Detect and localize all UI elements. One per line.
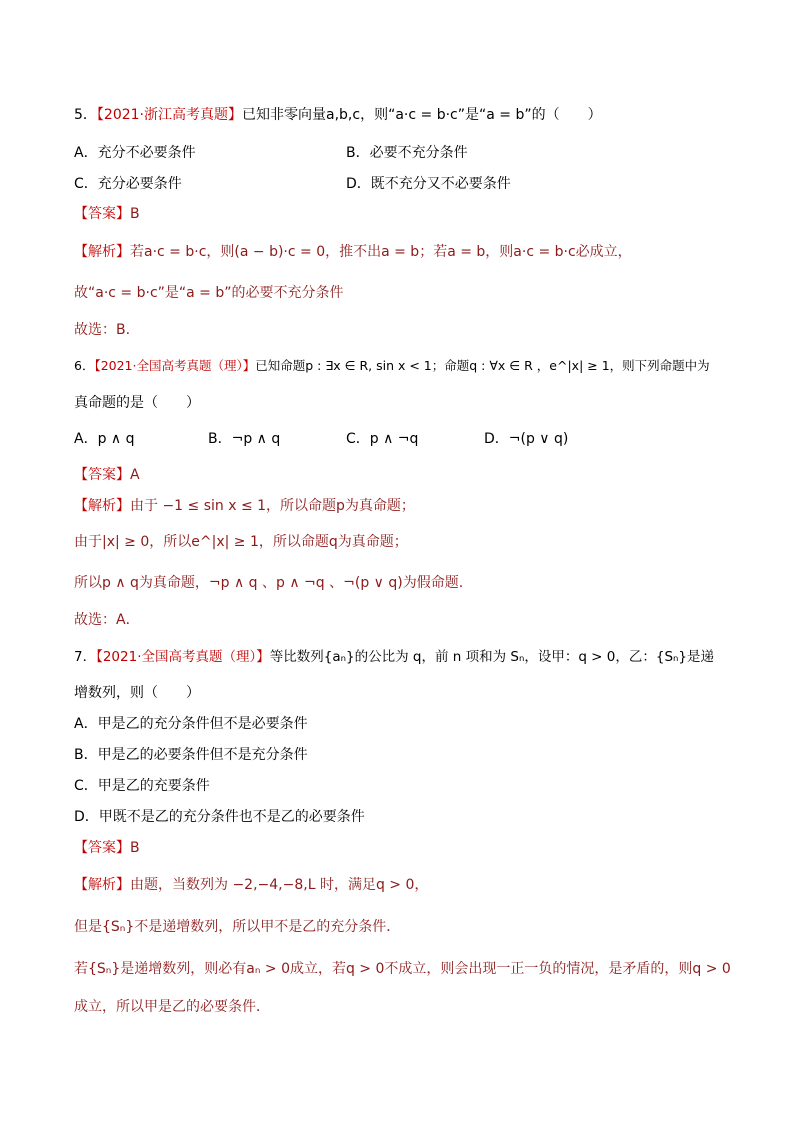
answer-line: [74, 205, 140, 223]
question-6-stem-line-1: [74, 357, 710, 375]
question-number: 6．: [74, 358, 95, 373]
choice-line: 故选：B.: [74, 322, 131, 338]
analysis-line-1: [74, 243, 632, 261]
analysis-text: 由于 −1 ≤ sin x ≤ 1，所以命题p为真命题；: [130, 498, 415, 514]
question-text: 已知命题p : ∃x ∈ R, sin x < 1；命题q : ∀x ∈ R ，e^|x| ≥ 1，则下列命题中为: [255, 358, 710, 373]
answer-label: 【答案】: [74, 840, 130, 856]
analysis-line-4: 成立，所以甲是乙的必要条件．: [74, 999, 270, 1015]
question-5-stem: [74, 106, 602, 124]
question-source: 【2021·全国高考真题（理）】: [96, 649, 270, 665]
analysis-line-1: [74, 497, 415, 515]
analysis-line-2: 但是{Sₙ}不是递增数列，所以甲不是乙的充分条件．: [74, 919, 401, 935]
option-a: A．甲是乙的充分条件但不是必要条件: [74, 716, 308, 732]
option-a: A．充分不必要条件: [74, 145, 196, 161]
option-c: C．充分必要条件: [74, 176, 182, 192]
answer-value: A: [130, 467, 140, 483]
analysis-line-3: 所以p ∧ q为真命题，¬p ∧ q 、p ∧ ¬q 、¬(p ∨ q)为假命题.: [74, 575, 464, 591]
answer-label: 【答案】: [74, 206, 130, 222]
option-d: D．¬(p ∨ q): [484, 431, 569, 447]
answer-line: [74, 839, 140, 857]
analysis-text: 由题，当数列为 −2,−4,−8,L 时，满足q > 0，: [130, 877, 429, 893]
option-c: C．甲是乙的充要条件: [74, 778, 210, 794]
option-d: D．甲既不是乙的充分条件也不是乙的必要条件: [74, 809, 365, 825]
question-number: 5．: [74, 107, 97, 123]
option-b: B．¬p ∧ q: [208, 431, 281, 447]
option-c: C．p ∧ ¬q: [346, 431, 419, 447]
option-b: B．甲是乙的必要条件但不是充分条件: [74, 747, 308, 763]
question-6-stem-line-2: 真命题的是（ ）: [74, 395, 200, 411]
answer-value: B: [130, 840, 140, 856]
question-7-stem-line-2: 增数列，则（ ）: [74, 685, 200, 701]
analysis-line-2: 由于|x| ≥ 0，所以e^|x| ≥ 1，所以命题q为真命题；: [74, 534, 408, 550]
analysis-text: 若a·c = b·c，则(a − b)·c = 0，推不出a = b；若a = b，则a·c = b·c必成立，: [130, 244, 632, 260]
analysis-line-3: 若{Sₙ}是递增数列，则必有aₙ > 0成立，若q > 0不成立，则会出现一正一负的情况，是矛盾的，则q > 0: [74, 961, 731, 977]
answer-label: 【答案】: [74, 467, 130, 483]
answer-value: B: [130, 206, 140, 222]
analysis-label: 【解析】: [74, 244, 130, 260]
analysis-line-1: [74, 876, 428, 894]
option-a: A．p ∧ q: [74, 431, 135, 447]
question-7-stem-line-1: [74, 648, 714, 666]
question-text: 已知非零向量a,b,c，则“a·c = b·c”是“a = b”的（ ）: [242, 107, 602, 123]
option-d: D．既不充分又不必要条件: [346, 176, 511, 192]
analysis-label: 【解析】: [74, 498, 130, 514]
question-source: 【2021·浙江高考真题】: [96, 107, 243, 123]
question-text: 等比数列{aₙ}的公比为 q，前 n 项和为 Sₙ，设甲：q > 0，乙：{Sₙ}是递: [269, 649, 714, 665]
question-number: 7．: [74, 649, 97, 665]
analysis-label: 【解析】: [74, 877, 130, 893]
answer-line: [74, 466, 140, 484]
choice-line: 故选：A．: [74, 612, 140, 628]
analysis-line-2: 故“a·c = b·c”是“a = b”的必要不充分条件: [74, 285, 344, 301]
option-b: B．必要不充分条件: [346, 145, 468, 161]
question-source: 【2021·全国高考真题（理）】: [94, 358, 256, 373]
